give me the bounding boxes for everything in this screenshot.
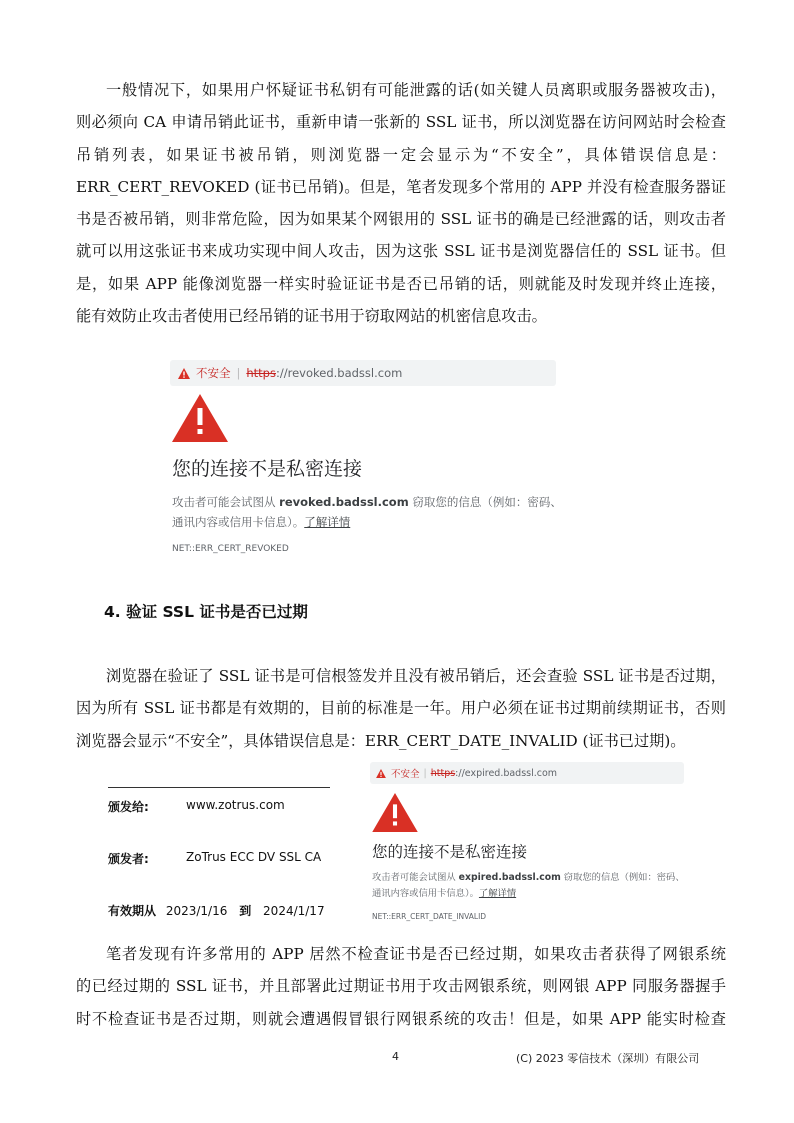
desc-suffix: 窃取您的信息（例如：密码、 <box>408 495 562 509</box>
expired-warning-screenshot <box>370 762 686 924</box>
desc-suffix: 窃取您的信息（例如：密码、 <box>560 872 685 883</box>
issuer-value: ZoTrus ECC DV SSL CA <box>186 850 322 864</box>
url-host: ://expired.badssl.com <box>455 767 558 779</box>
to-label: 到 <box>239 904 252 918</box>
address-bar <box>370 762 684 784</box>
error-code: NET::ERR_CERT_DATE_INVALID <box>372 912 487 921</box>
desc-host: revoked.badssl.com <box>279 495 409 509</box>
url-host: ://revoked.badssl.com <box>275 366 403 380</box>
divider: | <box>236 366 241 380</box>
desc-prefix: 攻击者可能会试图从 <box>172 495 280 509</box>
section-heading: 4. 验证 SSL 证书是否已过期 <box>104 603 308 621</box>
text-line: 浏览器会显示“不安全”，具体错误信息是：ERR_CERT_DATE_INVALID (证书已过期)。 <box>76 731 686 750</box>
revoked-warning-screenshot <box>170 360 560 560</box>
text-line: ERR_CERT_REVOKED (证书已吊销)。但是，笔者发现多个常用的 APP 并没有检查服务器证 <box>76 177 726 196</box>
learn-more-link[interactable]: 了解详情 <box>304 515 351 529</box>
address-bar <box>170 360 556 386</box>
text-line: 则必须向 CA 申请吊销此证书，重新申请一张新的 SSL 证书，所以浏览器在访问网站时会检查 <box>76 113 726 132</box>
issued-to-value: www.zotrus.com <box>186 798 285 812</box>
text-line: 书是否被吊销，则非常危险，因为如果某个网银用的 SSL 证书的确是已经泄露的话，则攻击者 <box>76 210 726 229</box>
text-line: 一般情况下，如果用户怀疑证书私钥有可能泄露的话(如关键人员离职或服务器被攻击)， <box>106 81 726 99</box>
warning-description <box>372 870 692 902</box>
warning-triangle-icon <box>172 394 228 442</box>
warning-triangle-icon <box>178 368 190 379</box>
divider: | <box>423 767 427 779</box>
warning-triangle-icon <box>372 793 418 832</box>
not-secure-label: 不安全 <box>196 366 231 380</box>
desc-line2: 通讯内容或信用卡信息）。 <box>372 888 479 899</box>
valid-from-label: 有效期从 <box>108 904 157 918</box>
paragraph-revocation <box>76 74 726 332</box>
certificate-info <box>108 784 330 924</box>
text-line: 就可以用这张证书来成功实现中间人攻击，因为这张 SSL 证书是浏览器信任的 SSL 证书。但 <box>76 242 726 261</box>
warning-description <box>172 492 562 532</box>
desc-prefix: 攻击者可能会试图从 <box>372 872 459 883</box>
issuer-label: 颁发者: <box>108 852 149 866</box>
issued-to-row <box>108 798 285 815</box>
issuer-row <box>108 850 322 867</box>
text-line: 时不检查证书是否过期，则就会遭遇假冒银行网银系统的攻击！但是，如果 APP 能实时检查 <box>76 1009 726 1028</box>
desc-line2: 通讯内容或信用卡信息）。 <box>172 515 305 529</box>
validity-row <box>108 902 325 919</box>
text-line: 因为所有 SSL 证书都是有效期的，目前的标准是一年。用户必须在证书过期前续期证书，否则 <box>76 699 726 718</box>
valid-from-value: 2023/1/16 <box>165 904 228 918</box>
text-line: 是，如果 APP 能像浏览器一样实时验证证书是否已吊销的话，则就能及时发现并终止连接， <box>76 274 726 293</box>
url-scheme: https <box>246 366 276 380</box>
copyright-notice: (C) 2023 零信技术（深圳）有限公司 <box>516 1052 700 1065</box>
error-code: NET::ERR_CERT_REVOKED <box>172 544 289 554</box>
warning-triangle-icon <box>376 769 386 778</box>
text-line: 吊销列表，如果证书被吊销，则浏览器一定会显示为“不安全”，具体错误信息是： <box>76 145 726 164</box>
learn-more-link[interactable]: 了解详情 <box>478 888 517 899</box>
valid-to-value: 2024/1/17 <box>263 904 325 918</box>
desc-host: expired.badssl.com <box>458 872 561 883</box>
text-line: 笔者发现有许多常用的 APP 居然不检查证书是否已经过期，如果攻击者获得了网银系统 <box>106 945 726 963</box>
url-scheme: https <box>430 767 456 779</box>
divider <box>108 787 330 788</box>
warning-title: 您的连接不是私密连接 <box>372 843 528 861</box>
text-line: 能有效防止攻击者使用已经吊销的证书用于窃取网站的机密信息攻击。 <box>76 307 547 326</box>
page-number: 4 <box>392 1050 399 1063</box>
warning-title: 您的连接不是私密连接 <box>172 458 363 480</box>
not-secure-label: 不安全 <box>391 769 420 780</box>
paragraph-expiry <box>76 660 726 757</box>
paragraph-expiry-risk <box>76 938 726 1035</box>
text-line: 的已经过期的 SSL 证书，并且部署此过期证书用于攻击网银系统，则网银 APP 同服务器握手 <box>76 977 726 996</box>
text-line: 浏览器在验证了 SSL 证书是可信根签发并且没有被吊销后，还会查验 SSL 证书是否过期， <box>106 667 726 685</box>
issued-to-label: 颁发给: <box>108 800 149 814</box>
